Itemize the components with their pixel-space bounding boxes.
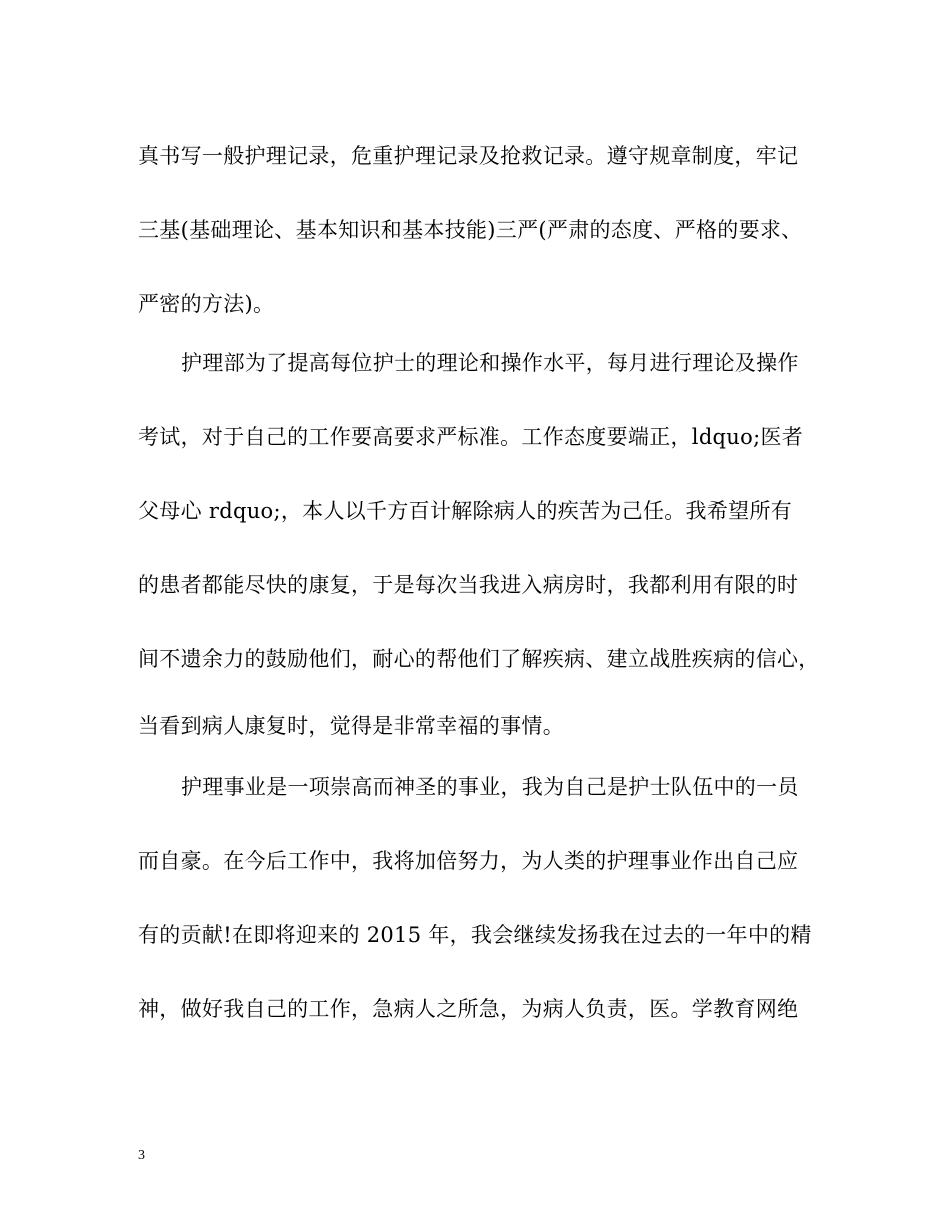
text-line: 严密的方法)。 (138, 292, 275, 316)
page-number: 3 (138, 1148, 145, 1163)
text-line: 考试，对于自己的工作要高要求严标准。工作态度要端正，ldquo;医者 (138, 425, 804, 449)
text-line: 真书写一般护理记录，危重护理记录及抢救记录。遵守规章制度，牢记 (138, 144, 799, 168)
text-line: 而自豪。在今后工作中，我将加倍努力，为人类的护理事业作出自己应 (138, 849, 799, 873)
text-line: 父母心 rdquo;，本人以千方百计解除病人的疾苦为己任。我希望所有 (138, 499, 793, 523)
text-line: 间不遗余力的鼓励他们，耐心的帮他们了解疾病、建立战胜疾病的信心， (138, 647, 820, 671)
text-line: 神，做好我自己的工作，急病人之所急，为病人负责，医。学教育网绝 (138, 997, 799, 1021)
text-line: 护理事业是一项崇高而神圣的事业，我为自己是护士队伍中的一员 (181, 775, 799, 799)
text-line: 护理部为了提高每位护士的理论和操作水平，每月进行理论及操作 (181, 351, 799, 375)
text-line: 有的贡献!在即将迎来的 2015 年，我会继续发扬我在过去的一年中的精 (138, 923, 812, 947)
text-line: 三基(基础理论、基本知识和基本技能)三严(严肃的态度、严格的要求、 (138, 218, 803, 242)
text-line: 的患者都能尽快的康复，于是每次当我进入病房时，我都利用有限的时 (138, 573, 799, 597)
text-line: 当看到病人康复时，觉得是非常幸福的事情。 (138, 714, 564, 738)
